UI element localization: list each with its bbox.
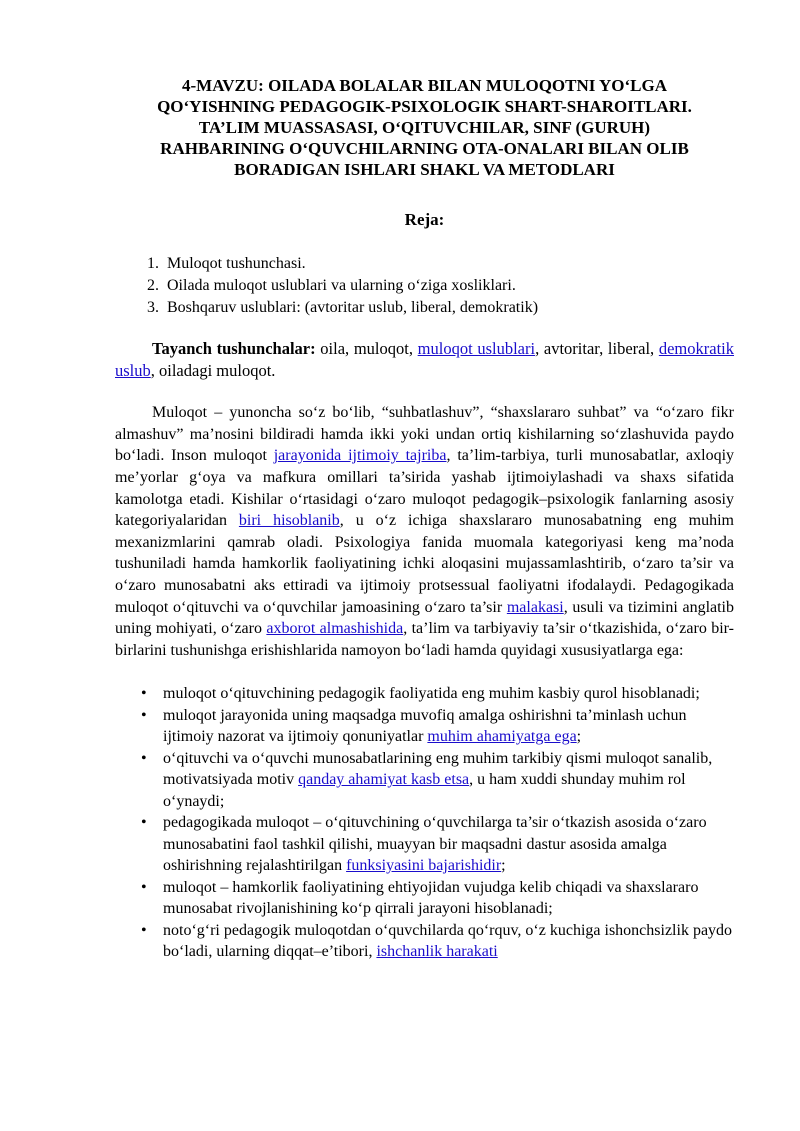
list-item-text: muloqot o‘qituvchining pedagogik faoliyatida eng muhim kasbiy qurol hisoblanadi;: [163, 685, 700, 703]
link-muloqot-uslublari[interactable]: muloqot uslublari: [417, 339, 536, 358]
key-concepts-label: Tayanch tushunchalar:: [152, 339, 316, 358]
list-item: [141, 748, 734, 813]
document-page: [115, 75, 734, 963]
key-concepts: [115, 338, 734, 381]
plan-list: [115, 253, 734, 319]
body-paragraph: [115, 402, 734, 661]
link-malakasi[interactable]: malakasi: [506, 598, 564, 616]
bullet-icon: •: [141, 921, 147, 939]
plan-item: 2. Oilada muloqot uslublari va ularning o‘ziga xosliklari.: [163, 275, 734, 297]
list-item-text: pedagogikada muloqot – o‘qituvchining o‘quvchilarga ta’sir o‘tkazish asosida o‘zaro munosabatini faol tashkil qilishi, muayyan bir maqsadni dastur asosida amalga oshirishning rejalashtirilgan: [163, 814, 707, 875]
features-list: [115, 683, 734, 963]
title-line: QO‘YISHNING PEDAGOGIK-PSIXOLOGIK SHART-SHAROITLARI.: [157, 97, 692, 116]
paragraph-text: , ta’lim-tarbiya, turli munosabatlar, axloqiy me’yorlar g‘oya va mafkura omillari ta’sirida yashab ijtimoiylashadi va shaxs sifatida kamolotga etadi. Kishilar o‘rtasidagi o‘zaro muloqot pedagogik–psixologik fanlarning asosiy kategoriyalaridan: [115, 447, 735, 530]
list-item: [141, 877, 734, 920]
paragraph-text: , usuli va tizimini anglatib uning mohiyati, o‘zaro: [115, 598, 735, 638]
link-biri-hisoblanib[interactable]: biri hisoblanib: [238, 512, 340, 530]
list-item: [141, 683, 734, 705]
bullet-icon: •: [141, 706, 147, 724]
paragraph-text: Muloqot – yunoncha so‘z bo‘lib, “suhbatlashuv”, “shaxslararo suhbat” va “o‘zaro fikr almashuv” ma’nosini bildiradi hamda ikki yoki undan ortiq kishilarning so‘zlashuvida paydo bo‘ladi. Inson muloqot: [115, 404, 734, 465]
list-item-text: muloqot jarayonida uning maqsadga muvofiq amalga oshirishni ta’minlash uchun ijtimoiy nazorat va ijtimoiy qonuniyatlar: [163, 706, 687, 746]
title-line: TA’LIM MUASSASASI, O‘QITUVCHILAR, SINF (GURUH): [198, 118, 651, 137]
bullet-icon: •: [141, 878, 147, 896]
paragraph-text: , ta’lim va tarbiyaviy ta’sir o‘tkazishida, o‘zaro bir-birlarini tushunishga erishishlarida namoyon bo‘ladi hamda quyidagi xususiyatlarga ega:: [115, 620, 734, 659]
key-concepts-text: , avtoritar, liberal,: [535, 339, 659, 358]
link-funksiyasini-bajarishidir[interactable]: funksiyasini bajarishidir: [346, 857, 502, 875]
title-line: 4-MAVZU: OILADA BOLALAR BILAN MULOQOTNI YO‘LGA: [181, 76, 667, 95]
title-line: BORADIGAN ISHLARI SHAKL VA METODLARI: [234, 160, 615, 179]
bullet-icon: •: [141, 749, 147, 767]
list-item-text: muloqot – hamkorlik faoliyatining ehtiyojidan vujudga kelib chiqadi va shaxslararo munosabat rivojlanishining ko‘p qirrali jarayoni hisoblanadi;: [163, 878, 699, 918]
list-item: [141, 812, 734, 877]
bullet-icon: •: [141, 814, 147, 832]
list-item-text: o‘qituvchi va o‘quvchi munosabatlarining eng muhim tarkibiy qismi muloqot sanalib, motivatsiyada motiv: [163, 749, 713, 789]
plan-heading: Reja:: [404, 210, 445, 229]
list-item-text: noto‘g‘ri pedagogik muloqotdan o‘quvchilarda qo‘rquv, o‘z kuchiga ishonchsizlik paydo bo‘ladi, ularning diqqat–e’tibori,: [163, 921, 733, 961]
list-item: [141, 705, 734, 748]
list-item: [141, 920, 734, 963]
paragraph-text: , u o‘z ichiga shaxslararo munosabatning eng muhim mexanizmlarini qamrab oladi. Psixologiya fanida muomala kategoriyasi keng ma’noda tushuniladi hamda hamkorlik faoliyatining ichki aloqasini mujassamlashtirib, o‘zaro ta’sir va o‘zaro munosabatni aks ettiradi va ijtimoiy protsessual faoliyatni ifodalaydi. Pedagogikada muloqot o‘qituvchi va o‘quvchilar jamoasining o‘zaro ta’sir: [115, 512, 734, 616]
list-item-text: ;: [576, 728, 582, 746]
key-concepts-text: , oiladagi muloqot.: [150, 360, 276, 380]
link-jarayonida-ijtimoiy-tajriba[interactable]: jarayonida ijtimoiy tajriba: [273, 447, 447, 465]
link-axborot-almashishida[interactable]: axborot almashishida: [266, 620, 404, 638]
link-muhim-ahamiyatga-ega[interactable]: muhim ahamiyatga ega: [427, 728, 577, 746]
plan-item: 1. Muloqot tushunchasi.: [163, 253, 734, 275]
plan-item: 3. Boshqaruv uslublari: (avtoritar uslub, liberal, demokratik): [163, 297, 734, 319]
link-demokratik-uslub[interactable]: demokratik uslub: [115, 339, 735, 380]
link-qanday-ahamiyat-kasb-etsa[interactable]: qanday ahamiyat kasb etsa: [298, 771, 470, 789]
bullet-icon: •: [141, 685, 147, 703]
list-item-text: ;: [501, 857, 506, 875]
title-line: RAHBARINING O‘QUVCHILARNING OTA-ONALARI BILAN OLIB: [160, 139, 689, 158]
key-concepts-text: oila, muloqot,: [315, 339, 418, 358]
document-title: [115, 75, 734, 180]
list-item-text: , u ham xuddi shunday muhim rol o‘ynaydi;: [163, 771, 686, 810]
link-ishchanlik-harakati[interactable]: ishchanlik harakati: [376, 943, 498, 961]
